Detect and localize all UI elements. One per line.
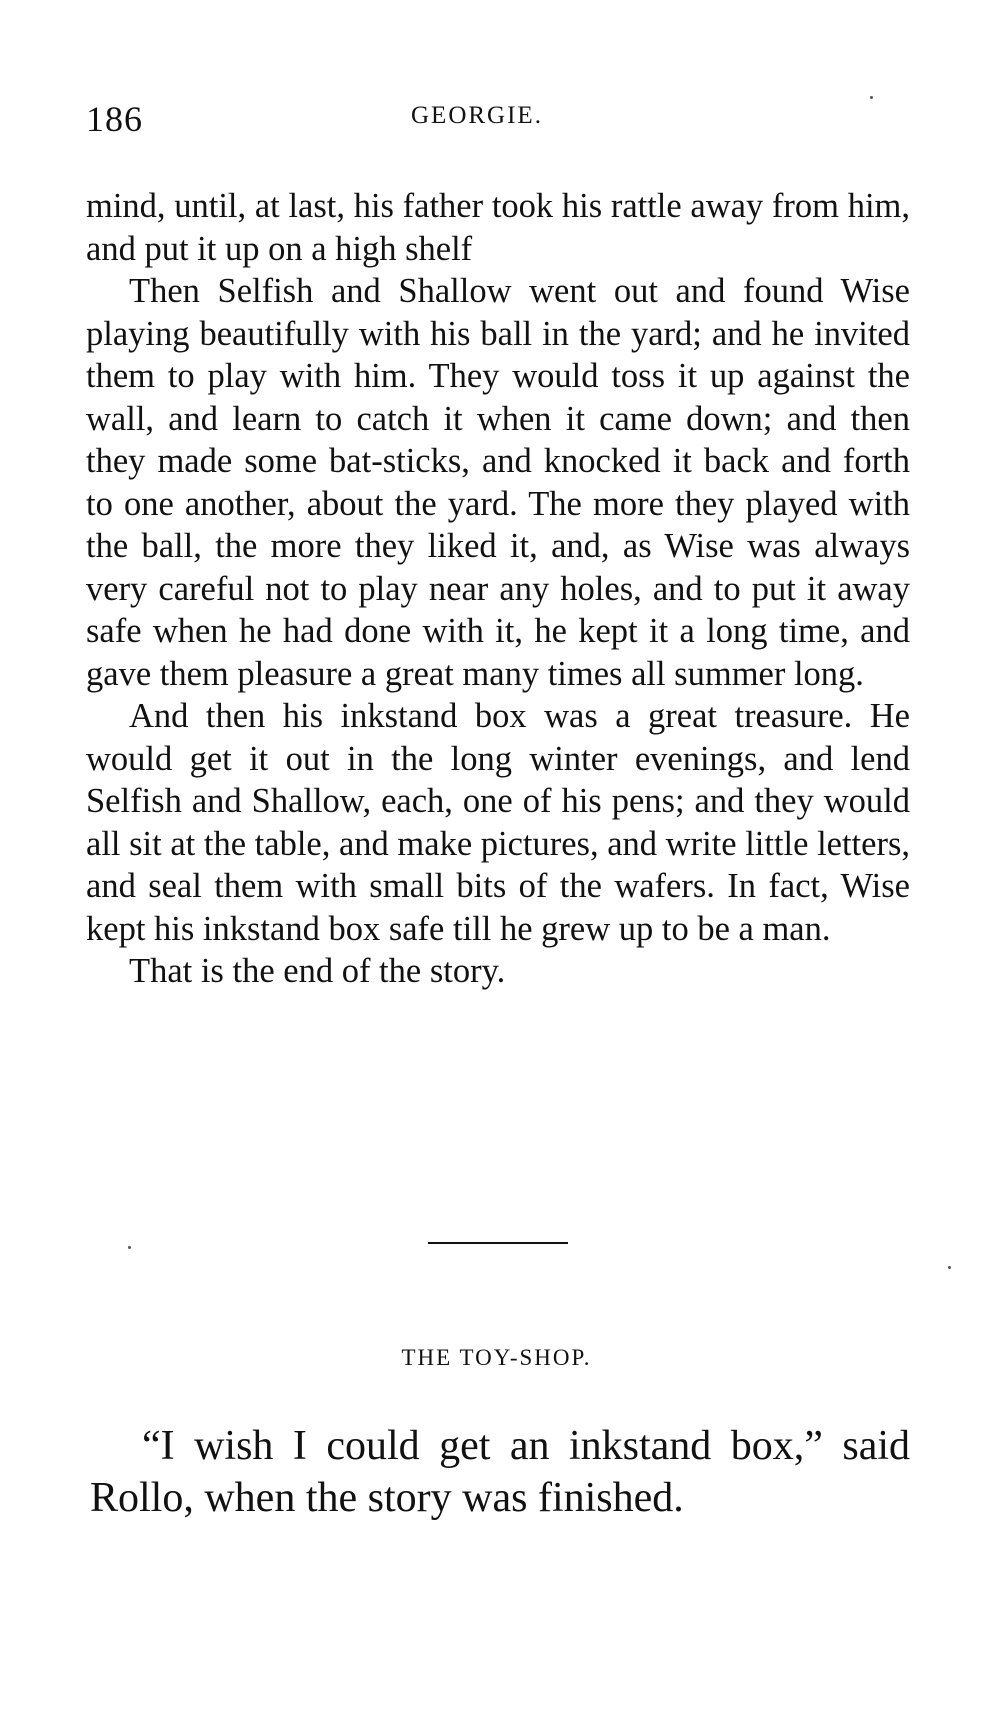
scan-speck bbox=[870, 96, 873, 99]
section-divider-rule bbox=[428, 1242, 568, 1244]
page-header bbox=[86, 98, 906, 142]
story-text bbox=[86, 185, 910, 993]
paragraph-continued: mind, until, at last, his father took his rattle away from him, and put it up on a high shelf bbox=[86, 187, 910, 268]
scan-speck bbox=[948, 1266, 951, 1269]
opening-paragraph: “I wish I could get an inkstand box,” said Rollo, when the story was finished. bbox=[90, 1423, 910, 1521]
section-title: THE TOY-SHOP. bbox=[401, 1345, 592, 1370]
page-number: 186 bbox=[86, 99, 143, 139]
paragraph: Then Selfish and Shallow went out and found Wise playing beautifully with his ball in the yard; and he invited them to play with him. They would toss it up against the wall, and learn to catch it when it came down; and then they made some bat-sticks, and knocked it back and forth to one another, about the yard. The more they played with the ball, the more they liked it, and, as Wise was always very careful not to play near any holes, and to put it away safe when he had done with it, he kept it a long time, and gave them pleasure a great many times all summer long. bbox=[86, 272, 910, 693]
paragraph: And then his inkstand box was a great treasure. He would get it out in the long winter evenings, and lend Selfish and Shallow, each, one of his pens; and they would all sit at the table, and make pictures, and write little letters, and seal them with small bits of the wafers. In fact, Wise kept his inkstand box safe till he grew up to be a man. bbox=[86, 697, 910, 948]
section-opening bbox=[90, 1420, 910, 1524]
running-head: GEORGIE. bbox=[411, 102, 543, 129]
scan-speck bbox=[128, 1246, 131, 1249]
paragraph-closing: That is the end of the story. bbox=[129, 952, 506, 990]
